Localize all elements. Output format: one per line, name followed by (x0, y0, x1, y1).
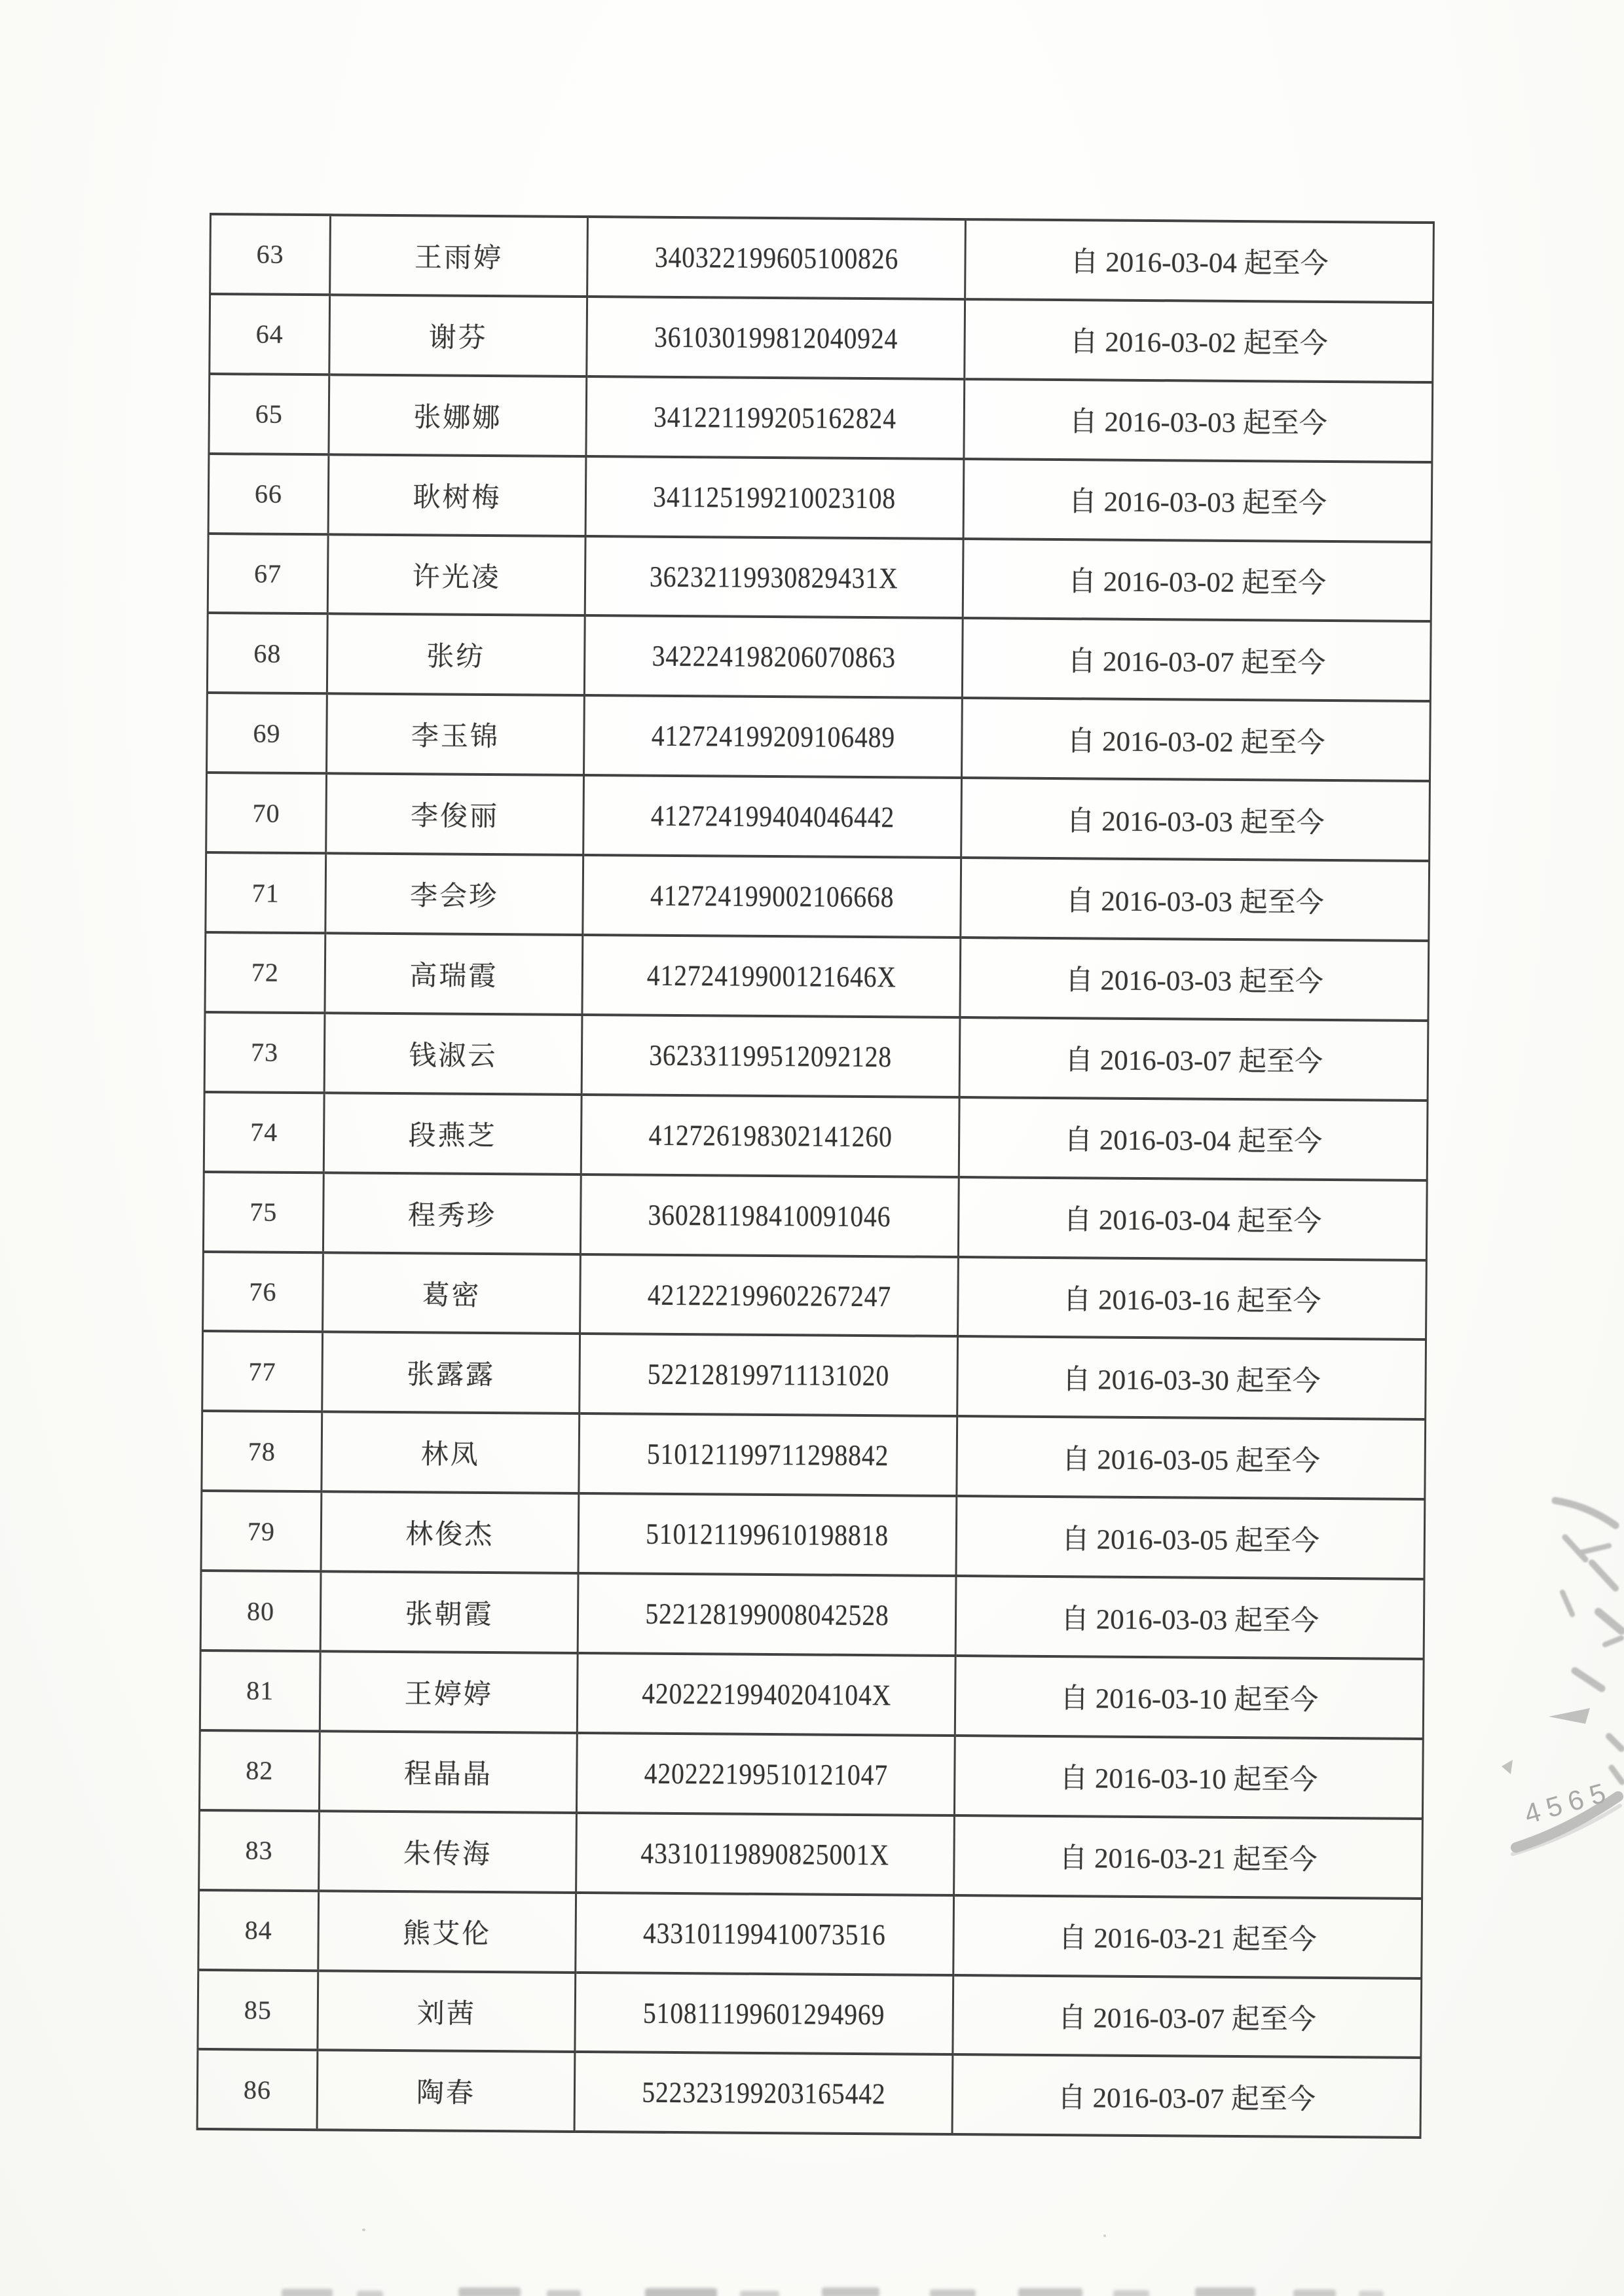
id-number-text: 420222199510121047 (644, 1757, 888, 1792)
cell-id-number (578, 1493, 957, 1576)
cell-id-number (586, 376, 965, 459)
id-number-text: 41272419900121646X (646, 958, 896, 994)
cell-row-index: 66 (208, 454, 329, 534)
cell-row-index: 85 (198, 1970, 318, 2050)
cell-row-index: 69 (207, 693, 327, 773)
cell-period: 自 2016-03-03 起至今 (961, 778, 1430, 861)
cell-name: 朱传海 (319, 1811, 577, 1893)
id-number-text: 510121199610198818 (646, 1517, 889, 1552)
id-number-text: 340322199605100826 (654, 240, 898, 276)
bottom-edge-print-fragments (0, 2281, 1624, 2296)
cell-row-index: 65 (209, 374, 329, 454)
cell-id-number (583, 855, 961, 938)
cell-name: 段燕芝 (323, 1093, 581, 1175)
cell-id-number (580, 1254, 959, 1337)
table-row (199, 1730, 1423, 1819)
cell-row-index: 80 (200, 1571, 321, 1651)
cell-period: 自 2016-03-30 起至今 (957, 1336, 1426, 1419)
cell-period: 自 2016-03-04 起至今 (965, 219, 1434, 302)
cell-row-index: 71 (206, 852, 326, 933)
id-number-text: 361030199812040924 (654, 320, 898, 355)
table-row (209, 374, 1433, 462)
id-number-text: 522128199711131020 (647, 1358, 890, 1393)
table-row (199, 1810, 1423, 1899)
cell-period: 自 2016-03-07 起至今 (959, 1017, 1428, 1101)
table-row (203, 1172, 1427, 1260)
cell-id-number (574, 2052, 953, 2134)
cell-row-index: 77 (202, 1331, 323, 1412)
id-number-text: 43310119890825001X (640, 1836, 890, 1872)
table-row (208, 454, 1432, 542)
cell-id-number (575, 1973, 953, 2055)
table-row (198, 1970, 1422, 2058)
seal-number: 4565 (1521, 1775, 1616, 1830)
cell-period: 自 2016-03-02 起至今 (963, 539, 1431, 622)
cell-id-number (580, 1334, 958, 1416)
id-number-text: 412726198302141260 (648, 1118, 893, 1154)
table-row (208, 534, 1431, 622)
cell-period: 自 2016-03-03 起至今 (963, 459, 1432, 542)
cell-row-index: 67 (208, 534, 328, 614)
id-number-text: 360281198410091046 (648, 1198, 891, 1233)
table-row (205, 932, 1429, 1021)
cell-name: 高瑞霞 (325, 933, 583, 1015)
cell-row-index: 70 (206, 773, 327, 853)
cell-name: 张朝霞 (320, 1571, 578, 1653)
table-row (202, 1411, 1426, 1499)
table-row (198, 1890, 1422, 1978)
cell-name: 林凤 (322, 1412, 580, 1494)
cell-row-index: 74 (204, 1092, 324, 1173)
table-row (210, 214, 1434, 302)
id-number-text: 433101199410073516 (643, 1916, 887, 1951)
cell-name: 王雨婷 (330, 215, 588, 297)
cell-id-number (580, 1175, 959, 1257)
cell-name: 陶春 (317, 2050, 575, 2132)
cell-period: 自 2016-03-10 起至今 (954, 1736, 1423, 1819)
cell-id-number (581, 1095, 959, 1177)
id-number-text: 341221199205162824 (654, 400, 897, 435)
cell-period: 自 2016-03-03 起至今 (955, 1576, 1424, 1659)
cell-period: 自 2016-03-02 起至今 (962, 698, 1431, 781)
cell-name: 葛密 (323, 1252, 581, 1334)
cell-name: 耿树梅 (328, 454, 586, 536)
table-row (200, 1650, 1424, 1739)
cell-period: 自 2016-03-16 起至今 (958, 1257, 1427, 1340)
cell-period: 自 2016-03-21 起至今 (953, 1895, 1422, 1978)
cell-period: 自 2016-03-03 起至今 (964, 379, 1433, 462)
cell-period: 自 2016-03-04 起至今 (959, 1097, 1428, 1180)
cell-name: 李会珍 (325, 853, 583, 935)
cell-name: 熊艾伦 (318, 1891, 576, 1973)
cell-row-index: 76 (203, 1252, 323, 1332)
cell-id-number (576, 1813, 955, 1895)
cell-period: 自 2016-03-02 起至今 (965, 299, 1433, 382)
scan-speck (362, 2229, 365, 2231)
id-number-text: 412724199002106668 (650, 879, 895, 914)
table-row (210, 294, 1433, 382)
cell-id-number (585, 456, 964, 539)
cell-id-number (587, 217, 966, 299)
cell-id-number (579, 1413, 957, 1496)
id-number-text: 522128199008042528 (644, 1597, 889, 1632)
cell-period: 自 2016-03-21 起至今 (954, 1815, 1423, 1899)
cell-row-index: 63 (210, 214, 331, 295)
cell-name: 张娜娜 (329, 374, 587, 456)
table-row (204, 1092, 1428, 1180)
cell-row-index: 79 (201, 1491, 322, 1571)
cell-name: 王婷婷 (320, 1651, 578, 1733)
cell-period: 自 2016-03-10 起至今 (955, 1656, 1424, 1739)
cell-id-number (584, 615, 963, 698)
cell-period: 自 2016-03-04 起至今 (958, 1177, 1427, 1260)
table-row (203, 1252, 1427, 1340)
cell-row-index: 86 (197, 2049, 318, 2130)
table-row (200, 1571, 1424, 1659)
table-row (206, 773, 1430, 861)
cell-id-number (585, 536, 963, 619)
id-number-text: 510811199601294969 (642, 1996, 885, 2031)
cell-id-number (576, 1893, 954, 1975)
cell-period: 自 2016-03-07 起至今 (952, 2054, 1421, 2138)
id-number-text: 36232119930829431X (650, 560, 899, 594)
table-row (202, 1331, 1426, 1419)
cell-id-number (584, 695, 963, 778)
cell-name: 程秀珍 (323, 1173, 581, 1254)
cell-name: 林俊杰 (321, 1491, 579, 1573)
table-row (207, 613, 1431, 701)
cell-name: 程晶晶 (319, 1731, 577, 1813)
id-number-text: 412724199404046442 (650, 799, 895, 834)
id-number-text: 522323199203165442 (641, 2076, 886, 2111)
cell-id-number (577, 1653, 955, 1736)
cell-name: 张露露 (322, 1332, 580, 1414)
cell-name: 刘茜 (318, 1971, 576, 2052)
cell-name: 谢芬 (329, 295, 587, 376)
table-row (206, 852, 1430, 941)
cell-period: 自 2016-03-05 起至今 (956, 1496, 1425, 1579)
cell-row-index: 84 (198, 1890, 319, 1971)
cell-id-number (587, 297, 965, 379)
table-row (201, 1491, 1425, 1579)
id-number-text: 421222199602267247 (647, 1278, 891, 1313)
id-number-text: 341125199210023108 (653, 480, 896, 515)
roster-table-body (197, 214, 1433, 2138)
roster-table (196, 213, 1435, 2139)
cell-row-index: 68 (207, 613, 327, 693)
id-number-text: 510121199711298842 (646, 1438, 889, 1472)
cell-row-index: 64 (210, 294, 330, 374)
cell-id-number (576, 1733, 955, 1815)
cell-row-index: 81 (200, 1650, 320, 1731)
table-row (204, 1012, 1428, 1101)
partial-seal-stamp (1450, 1460, 1624, 1918)
cell-period: 自 2016-03-03 起至今 (960, 938, 1429, 1021)
cell-id-number (583, 775, 962, 858)
cell-id-number (581, 1015, 960, 1097)
cell-name: 李俊丽 (326, 774, 584, 856)
cell-name: 许光凌 (327, 534, 585, 616)
id-number-text: 412724199209106489 (651, 720, 895, 754)
cell-row-index: 73 (204, 1012, 325, 1093)
id-number-text: 42022219940204104X (641, 1677, 891, 1712)
cell-name: 张纺 (327, 614, 585, 696)
cell-row-index: 78 (202, 1411, 322, 1491)
table-row (207, 693, 1431, 781)
cell-row-index: 82 (199, 1730, 320, 1811)
cell-row-index: 75 (203, 1172, 323, 1252)
cell-period: 自 2016-03-03 起至今 (961, 858, 1430, 941)
cell-row-index: 83 (199, 1810, 320, 1891)
cell-row-index: 72 (205, 932, 325, 1013)
cell-period: 自 2016-03-05 起至今 (957, 1416, 1426, 1499)
id-number-text: 342224198206070863 (651, 640, 896, 674)
cell-period: 自 2016-03-07 起至今 (962, 618, 1431, 701)
cell-name: 李玉锦 (327, 694, 585, 776)
id-number-text: 362331199512092128 (649, 1038, 893, 1074)
cell-id-number (578, 1573, 956, 1656)
cell-name: 钱淑云 (324, 1013, 582, 1095)
scan-speck (1103, 2234, 1106, 2237)
cell-id-number (582, 935, 961, 1017)
table-row (197, 2049, 1421, 2138)
cell-period: 自 2016-03-07 起至今 (953, 1975, 1422, 2058)
